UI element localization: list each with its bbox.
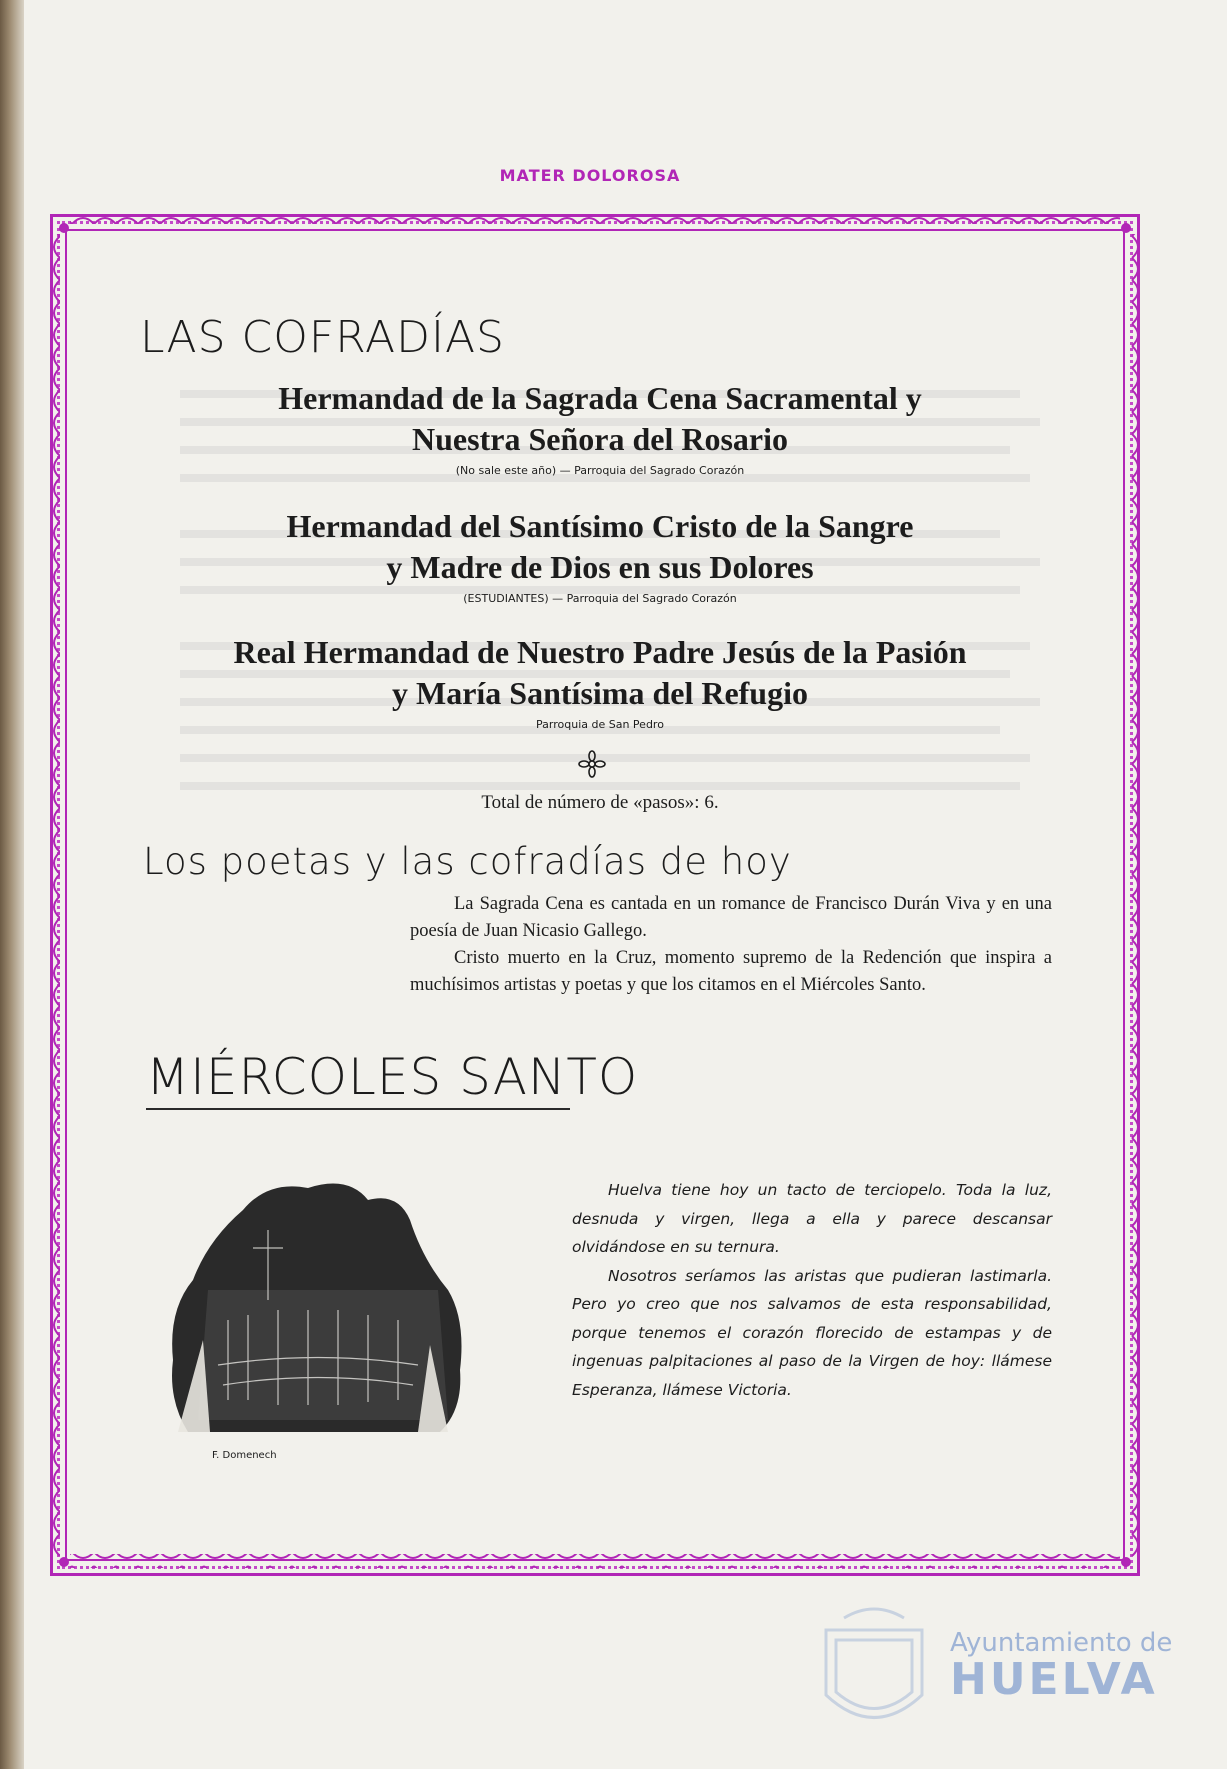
- running-header: MATER DOLOROSA: [499, 166, 681, 185]
- watermark-line1: Ayuntamiento de: [950, 1628, 1173, 1658]
- brotherhood-entry: [140, 632, 1060, 731]
- brotherhood-name-line: Real Hermandad de Nuestro Padre Jesús de la Pasión: [233, 634, 967, 670]
- brotherhood-name-line: Hermandad de la Sagrada Cena Sacramental y: [278, 380, 922, 416]
- illustration-signature: F. Domenech: [212, 1450, 277, 1461]
- cofradias-heading: LAS COFRADÍAS: [140, 312, 505, 363]
- brotherhood-note: Parroquia de San Pedro: [536, 718, 664, 731]
- brotherhood-note: (ESTUDIANTES) — Parroquia del Sagrado Corazón: [463, 592, 737, 605]
- brotherhood-name-line: y María Santísima del Refugio: [392, 675, 808, 711]
- flower-ornament-icon: [578, 750, 606, 778]
- brotherhood-note: (No sale este año) — Parroquia del Sagrado Corazón: [455, 464, 745, 477]
- essay-paragraph: Huelva tiene hoy un tacto de terciopelo. Toda la luz, desnuda y virgen, llega a ella y parece descansar olvidándose en su ternura.: [572, 1181, 1052, 1256]
- poets-heading: Los poetas y las cofradías de hoy: [143, 840, 792, 883]
- poets-text: [410, 891, 1052, 999]
- poets-paragraph: La Sagrada Cena es cantada en un romance de Francisco Durán Viva y en una poesía de Juan Nicasio Gallego.: [410, 894, 1052, 941]
- brotherhood-name-line: Nuestra Señora del Rosario: [412, 421, 788, 457]
- brotherhood-name-line: y Madre de Dios en sus Dolores: [386, 549, 814, 585]
- total-pasos: Total de número de «pasos»: 6.: [481, 792, 719, 813]
- brotherhood-entry: [140, 378, 1060, 477]
- watermark-line2: HUELVA: [950, 1654, 1158, 1705]
- procession-illustration: [148, 1170, 478, 1470]
- brotherhood-entry: [140, 506, 1060, 605]
- binding-edge: [0, 0, 24, 1769]
- brotherhood-name-line: Hermandad del Santísimo Cristo de la Sangre: [286, 508, 914, 544]
- essay-text: [572, 1176, 1052, 1404]
- heading-rule: [146, 1108, 570, 1110]
- watermark-text: [950, 1628, 1172, 1705]
- miercoles-santo-heading: MIÉRCOLES SANTO: [146, 1048, 639, 1106]
- essay-paragraph: Nosotros seríamos las aristas que pudieran lastimarla. Pero yo creo que nos salvamos de esta responsabilidad, porque tenemos el corazón florecido de estampas y de ingenuas palpitaciones al paso de la Virgen de hoy: llámese Esperanza, llámese Victoria.: [572, 1266, 1052, 1399]
- poets-paragraph: Cristo muerto en la Cruz, momento supremo de la Redención que inspira a muchísimos artistas y poetas y que los citamos en el Miércoles Santo.: [410, 948, 1052, 995]
